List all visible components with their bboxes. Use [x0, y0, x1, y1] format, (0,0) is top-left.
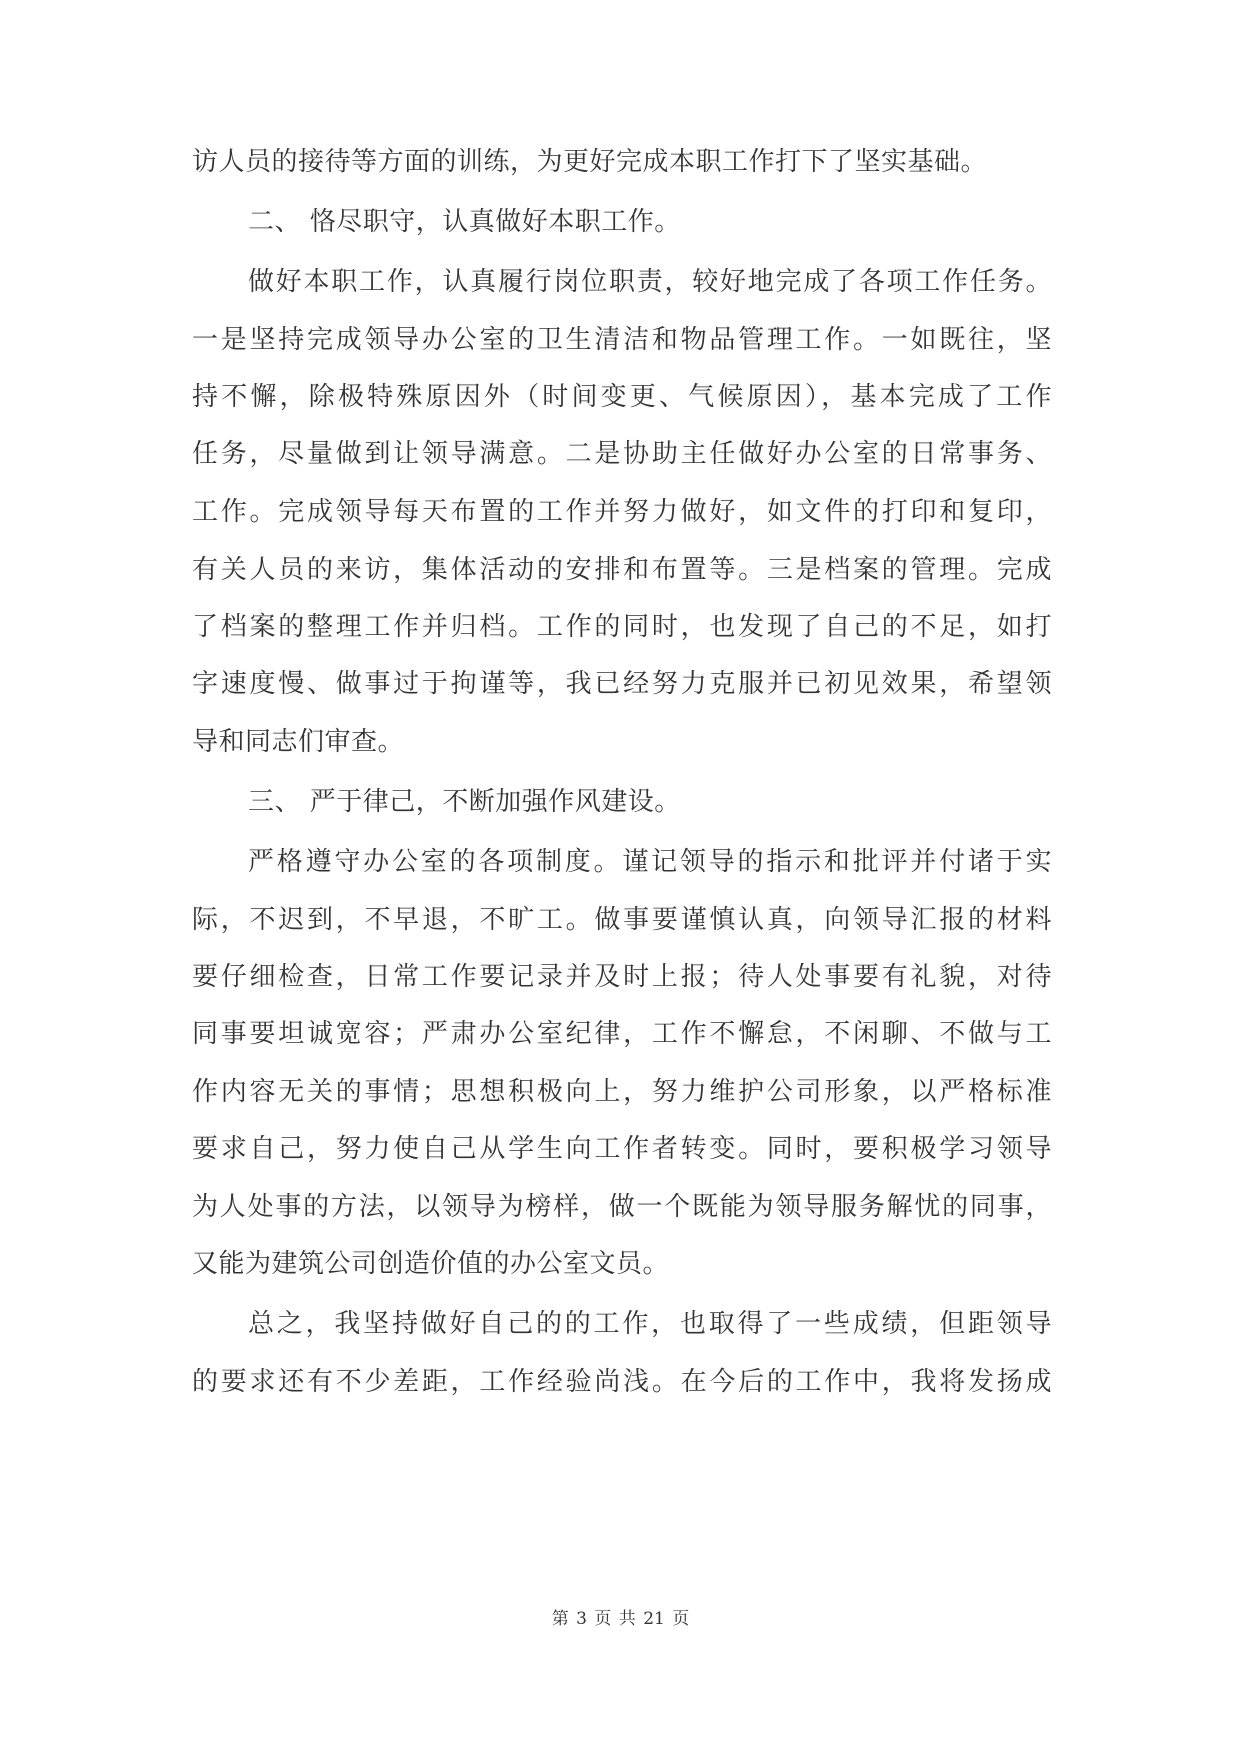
paragraph-line: 又能为建筑公司创造价值的办公室文员。	[192, 1249, 670, 1279]
footer-middle: 页 共	[594, 1609, 636, 1629]
paragraph-line: 总之，我坚持做好自己的的工作，也取得了一些成绩，但距领导	[248, 1309, 1052, 1339]
paragraph-line: 作内容无关的事情；思想积极向上，努力维护公司形象，以严格标准	[192, 1077, 1052, 1107]
paragraph-line: 要仔细检查，日常工作要记录并及时上报；待人处事要有礼貌，对待	[192, 962, 1052, 992]
paragraph-line: 要求自己，努力使自己从学生向工作者转变。同时，要积极学习领导	[192, 1134, 1052, 1164]
paragraph-line: 际，不迟到，不早退，不旷工。做事要谨慎认真，向领导汇报的材料	[192, 905, 1052, 935]
paragraph-line: 任务，尽量做到让领导满意。二是协助主任做好办公室的日常事务、	[192, 439, 1052, 469]
paragraph-line: 严格遵守办公室的各项制度。谨记领导的指示和批评并付诸于实	[248, 847, 1052, 877]
paragraph-line: 持不懈，除极特殊原因外（时间变更、气候原因），基本完成了工作	[192, 382, 1052, 412]
total-page-count: 21	[643, 1609, 665, 1629]
paragraph-line: 的要求还有不少差距，工作经验尚浅。在今后的工作中，我将发扬成	[192, 1367, 1052, 1397]
current-page-number: 3	[576, 1609, 587, 1629]
paragraph-line: 有关人员的来访，集体活动的安排和布置等。三是档案的管理。完成	[192, 555, 1052, 585]
footer-suffix: 页	[672, 1609, 690, 1629]
paragraph-line: 为人处事的方法，以领导为榜样，做一个既能为领导服务解忧的同事，	[192, 1192, 1052, 1222]
paragraph-line: 了档案的整理工作并归档。工作的同时，也发现了自己的不足，如打	[192, 612, 1052, 642]
footer-prefix: 第	[551, 1609, 569, 1629]
paragraph-line: 同事要坦诚宽容；严肃办公室纪律，工作不懈怠，不闲聊、不做与工	[192, 1019, 1052, 1049]
paragraph-line: 字速度慢、做事过于拘谨等，我已经努力克服并已初见效果，希望领	[192, 669, 1052, 699]
section-heading-3: 三、 严于律己，不断加强作风建设。	[248, 787, 681, 817]
section-heading-2: 二、 恪尽职守，认真做好本职工作。	[248, 207, 681, 237]
paragraph-line: 做好本职工作，认真履行岗位职责，较好地完成了各项工作任务。	[248, 267, 1052, 297]
paragraph-line: 一是坚持完成领导办公室的卫生清洁和物品管理工作。一如既往，坚	[192, 325, 1052, 355]
paragraph-line: 导和同志们审查。	[192, 727, 405, 757]
body-text-line: 访人员的接待等方面的训练，为更好完成本职工作打下了坚实基础。	[192, 147, 988, 177]
paragraph-line: 工作。完成领导每天布置的工作并努力做好，如文件的打印和复印，	[192, 497, 1052, 527]
page-footer	[0, 1604, 1241, 1629]
